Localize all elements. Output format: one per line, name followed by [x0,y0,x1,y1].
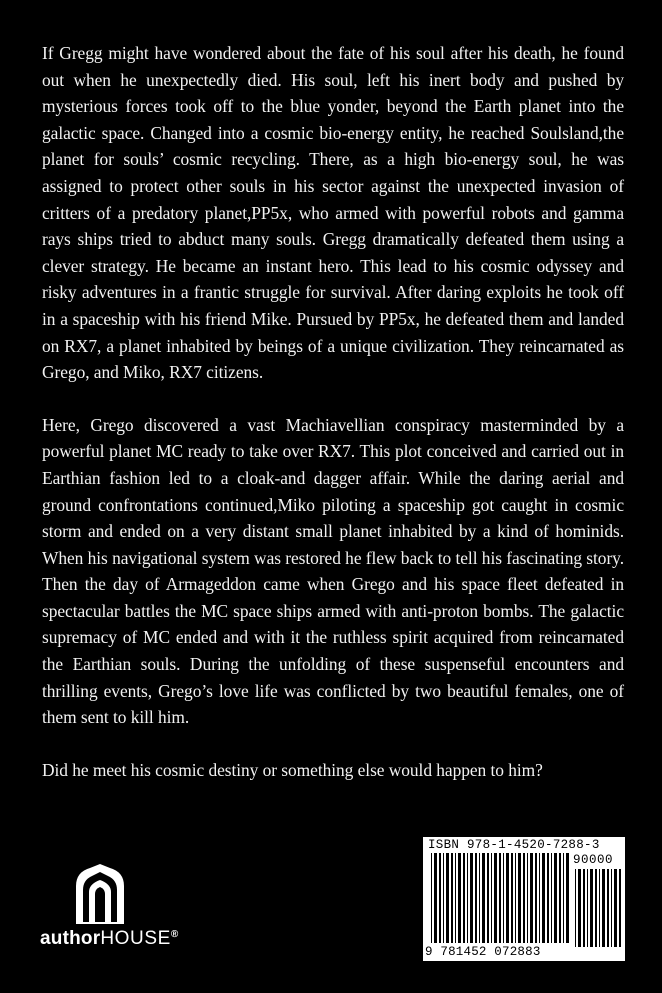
price-code: 90000 [573,853,614,867]
barcode-bar [439,853,441,943]
barcode-bar [583,869,585,947]
blurb-closing-question: Did he meet his cosmic destiny or something else would happen to him? [42,759,543,780]
barcode-bar [503,853,504,943]
back-cover-blurb [42,40,624,809]
barcode-bar [494,853,497,943]
barcode-bar [547,853,549,943]
barcode-bar [619,869,621,947]
barcode-bar [614,869,617,947]
barcode-bar [554,853,557,943]
barcode-bar [539,853,540,943]
barcode-bar [451,853,453,943]
barcode-bar [551,853,552,943]
isbn-barcode [423,837,625,961]
barcode-bar [443,853,444,943]
barcode-bar [482,853,485,943]
barcode-bar [590,869,593,947]
barcode-bar [611,869,612,947]
barcode-bar [578,869,581,947]
barcode-bar [587,869,588,947]
barcode-bar [595,869,597,947]
publisher-logo [40,862,200,952]
barcode-bar [559,853,561,943]
barcode-bar [487,853,489,943]
barcode-bar [575,869,576,947]
publisher-name [40,928,178,950]
barcode-bar [491,853,492,943]
publisher-name-part1: author [40,928,101,949]
isbn-label: ISBN 978-1-4520-7288-3 [428,838,600,852]
barcode-bar [434,853,437,943]
barcode-bar [479,853,480,943]
barcode-bar [515,853,516,943]
barcode-bar [530,853,533,943]
barcode-bar [475,853,477,943]
barcode-bar [602,869,605,947]
barcode-digits: 9 781452 072883 [425,945,541,959]
barcode-bar [446,853,449,943]
barcode-bar [523,853,525,943]
barcode-bar [467,853,468,943]
publisher-name-part2: HOUSE [100,928,171,949]
barcode-bar [470,853,473,943]
barcode-bar [511,853,513,943]
barcode-bar [463,853,465,943]
barcode-bars [423,853,625,947]
barcode-bar [535,853,537,943]
barcode-bar [607,869,609,947]
barcode-bar [506,853,509,943]
barcode-bar [599,869,600,947]
barcode-bar [499,853,501,943]
barcode-bar [542,853,545,943]
barcode-bar [566,853,569,943]
barcode-bar [518,853,521,943]
barcode-bar [455,853,456,943]
barcode-bar [458,853,461,943]
blurb-paragraph-2: Here, Grego discovered a vast Machiavellian conspiracy masterminded by a powerful planet MC ready to take over RX7. This plot conceived and carried out in Earthian fashion led to a cloak-and dagger affair. While the daring aerial and ground confrontations continued,Miko piloting a spaceship got caught in cosmic storm and ended on a very distant small planet inhabited by a kind of hominids. When his navigational system was restored he flew back to tell his fascinating story. Then the day of Armageddon came when Grego and his space fleet defeated in spectacular battles the MC space ships armed with anti-proton bombs. The galactic supremacy of MC ended and with it the ruthless spirit acquired from reincarnated the Earthian souls. During the unfolding of these suspenseful encounters and thrilling events, Grego’s love life was conflicted by two beautiful females, one of them sent to kill him. [42,414,624,728]
trademark-symbol: ® [170,929,179,940]
barcode-bar [527,853,528,943]
barcode-bar [431,853,432,943]
barcode-bar [563,853,564,943]
blurb-paragraph-1: If Gregg might have wondered about the fate of his soul after his death, he found out when he unexpectedly died. His soul, left his inert body and pushed by mysterious forces took off to the blue yonder, beyond the Earth planet into the galactic space. Changed into a cosmic bio-energy entity, he reached Soulsland,the planet for souls’ cosmic recycling. There, as a high bio-energy soul, he was assigned to protect other souls in his sector against the unexpected invasion of critters of a predatory planet,PP5x, who armed with powerful robots and gamma rays ships tried to abduct many souls. Gregg dramatically defeated them using a clever strategy. He became an instant hero. This lead to his cosmic odyssey and risky adventures in a frantic struggle for survival. After daring exploits he took off in a spaceship with his friend Mike. Pursued by PP5x, he defeated them and landed on RX7, a planet inhabited by beings of a unique civilization. They reincarnated as Grego, and Miko, RX7 citizens. [42,43,624,383]
authorhouse-arch-logo-icon [70,862,130,926]
